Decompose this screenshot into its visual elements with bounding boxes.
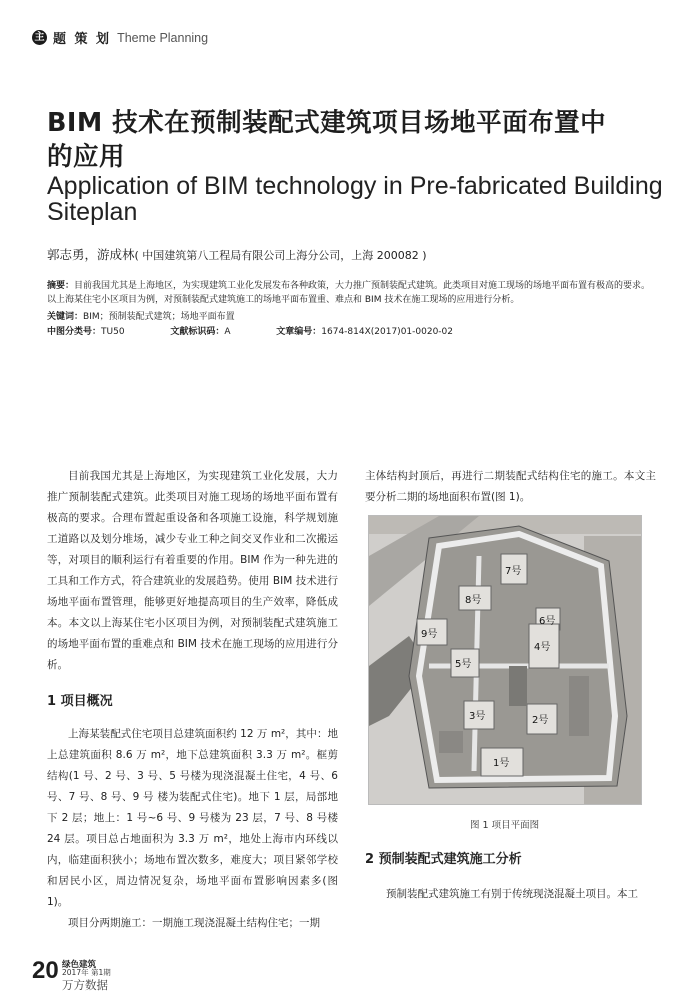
label-b6: 6号	[539, 616, 556, 627]
label-b7: 7号	[505, 566, 522, 577]
paragraph-intro: 目前我国尤其是上海地区，为实现建筑工业化发展，大力推广预制装配式建筑。此类项目对施工现场的场地平面布置有极高的要求。合理布置起重设备和各项施工设施，科学规划施工道路以及划分堆场，减少专业工种之间交叉作业和二次搬运等，对项目的顺利运行有着重要的作用。BIM 作为一种先进的工具和工作方式，符合建筑业的发展趋势。使用 BIM 技术进行场地平面布置管理，能够更好地提高项目的生产效率，降低成本。本文以上海某住宅小区项目为例，对预制装配式建筑施工的场地平面布置的重难点和 BIM 技术在施工现场的应用进行分析。	[47, 470, 338, 671]
section-icon: 主	[32, 30, 47, 45]
paragraph-project: 上海某装配式住宅项目总建筑面积约 12 万 m²，其中：地上总建筑面积 8.6 万 m²，地下总建筑面积 3.3 万 m²。框剪结构(1 号、2 号、3 号、5 号楼为现浇混凝土住宅，4 号、6号、7 号、8 号、9 号 楼为装配式住宅)。地下 1 层，局部地下 2 层；地上：1 号~6 号、9 号楼为 23 层，7 号、8 号楼 24 层。项目总占地面积为 3.3 万 m²，地处上海市内环线以内，临建面积狭小；场地布置次数多，难度大；项目紧邻学校和居民小区，周边情况复杂，场地平面布置影响因素多(图 1)。	[47, 728, 338, 908]
clc-value: TU50	[101, 327, 125, 337]
heading-prefab-analysis: 2 预制装配式建筑施工分析	[365, 852, 522, 867]
abstract-text: 目前我国尤其是上海地区，为实现建筑工业化发展发布各种政策，大力推广预制装配式建筑。此类项目对施工现场的场地平面布置有极高的要求。以上海某住宅小区项目为例，对预制装配式建筑施工的场地平面布置重、难点和 BIM 技术在施工现场的应用进行分析。	[47, 281, 651, 305]
abstract	[47, 279, 657, 307]
author-affiliation: ( 中国建筑第八工程局有限公司上海分公司，上海 200082 )	[134, 249, 427, 262]
label-b2: 2号	[532, 715, 549, 726]
right-column-bottom	[365, 850, 656, 905]
label-b5: 5号	[455, 659, 472, 670]
paragraph-continue: 主体结构封顶后，再进行二期装配式结构住宅的施工。本文主要分析二期的场地面积布置(图 1)。	[365, 470, 656, 503]
label-b1: 1号	[493, 758, 510, 769]
page-number: 20	[32, 957, 59, 984]
watermark: 万方数据	[62, 978, 108, 992]
article-title-cn	[47, 106, 667, 174]
doc-value: A	[224, 327, 231, 337]
article-title-en: Application of BIM technology in Pre-fabricated Building Siteplan	[47, 172, 663, 226]
site-plan-map	[369, 516, 641, 804]
title-cn-line2: 的应用	[47, 142, 126, 172]
keywords-label: 关键词：	[47, 312, 84, 322]
article-no-value: 1674-814X(2017)01-0020-02	[321, 327, 453, 337]
label-b9: 9号	[421, 629, 438, 640]
journal-name: 绿色建筑	[62, 960, 97, 970]
section-title-en: Theme Planning	[117, 30, 209, 45]
section-title-cn: 题 策 划	[53, 32, 112, 47]
paragraph-phases: 项目分两期施工：一期施工现浇混凝土结构住宅；一期	[68, 917, 320, 929]
authors	[47, 245, 427, 263]
paragraph-prefab: 预制装配式建筑施工有别于传统现浇混凝土项目。本工	[386, 888, 638, 900]
abstract-label: 摘要：	[47, 281, 75, 291]
site-plan-figure	[368, 515, 642, 805]
label-b3: 3号	[469, 711, 486, 722]
label-b8: 8号	[465, 595, 482, 606]
left-column	[47, 466, 338, 934]
title-cn-line1: BIM 技术在预制装配式建筑项目场地平面布置中	[47, 108, 607, 138]
author-names: 郭志勇，游成林	[47, 247, 135, 262]
label-b4: 4号	[534, 642, 551, 653]
keywords	[47, 310, 657, 324]
article-no-label: 文章编号：	[276, 327, 322, 337]
figure-caption: 图 1 项目平面图	[470, 820, 540, 831]
journal-issue: 2017年 第1期	[62, 968, 111, 977]
keywords-text: BIM；预制装配式建筑；场地平面布置	[83, 312, 235, 322]
section-header	[32, 28, 208, 47]
classification-line	[47, 325, 657, 339]
right-column-top	[365, 466, 656, 508]
clc-label: 中图分类号：	[47, 327, 102, 337]
doc-label: 文献标识码：	[170, 327, 225, 337]
heading-project-overview: 1 项目概况	[47, 694, 113, 709]
